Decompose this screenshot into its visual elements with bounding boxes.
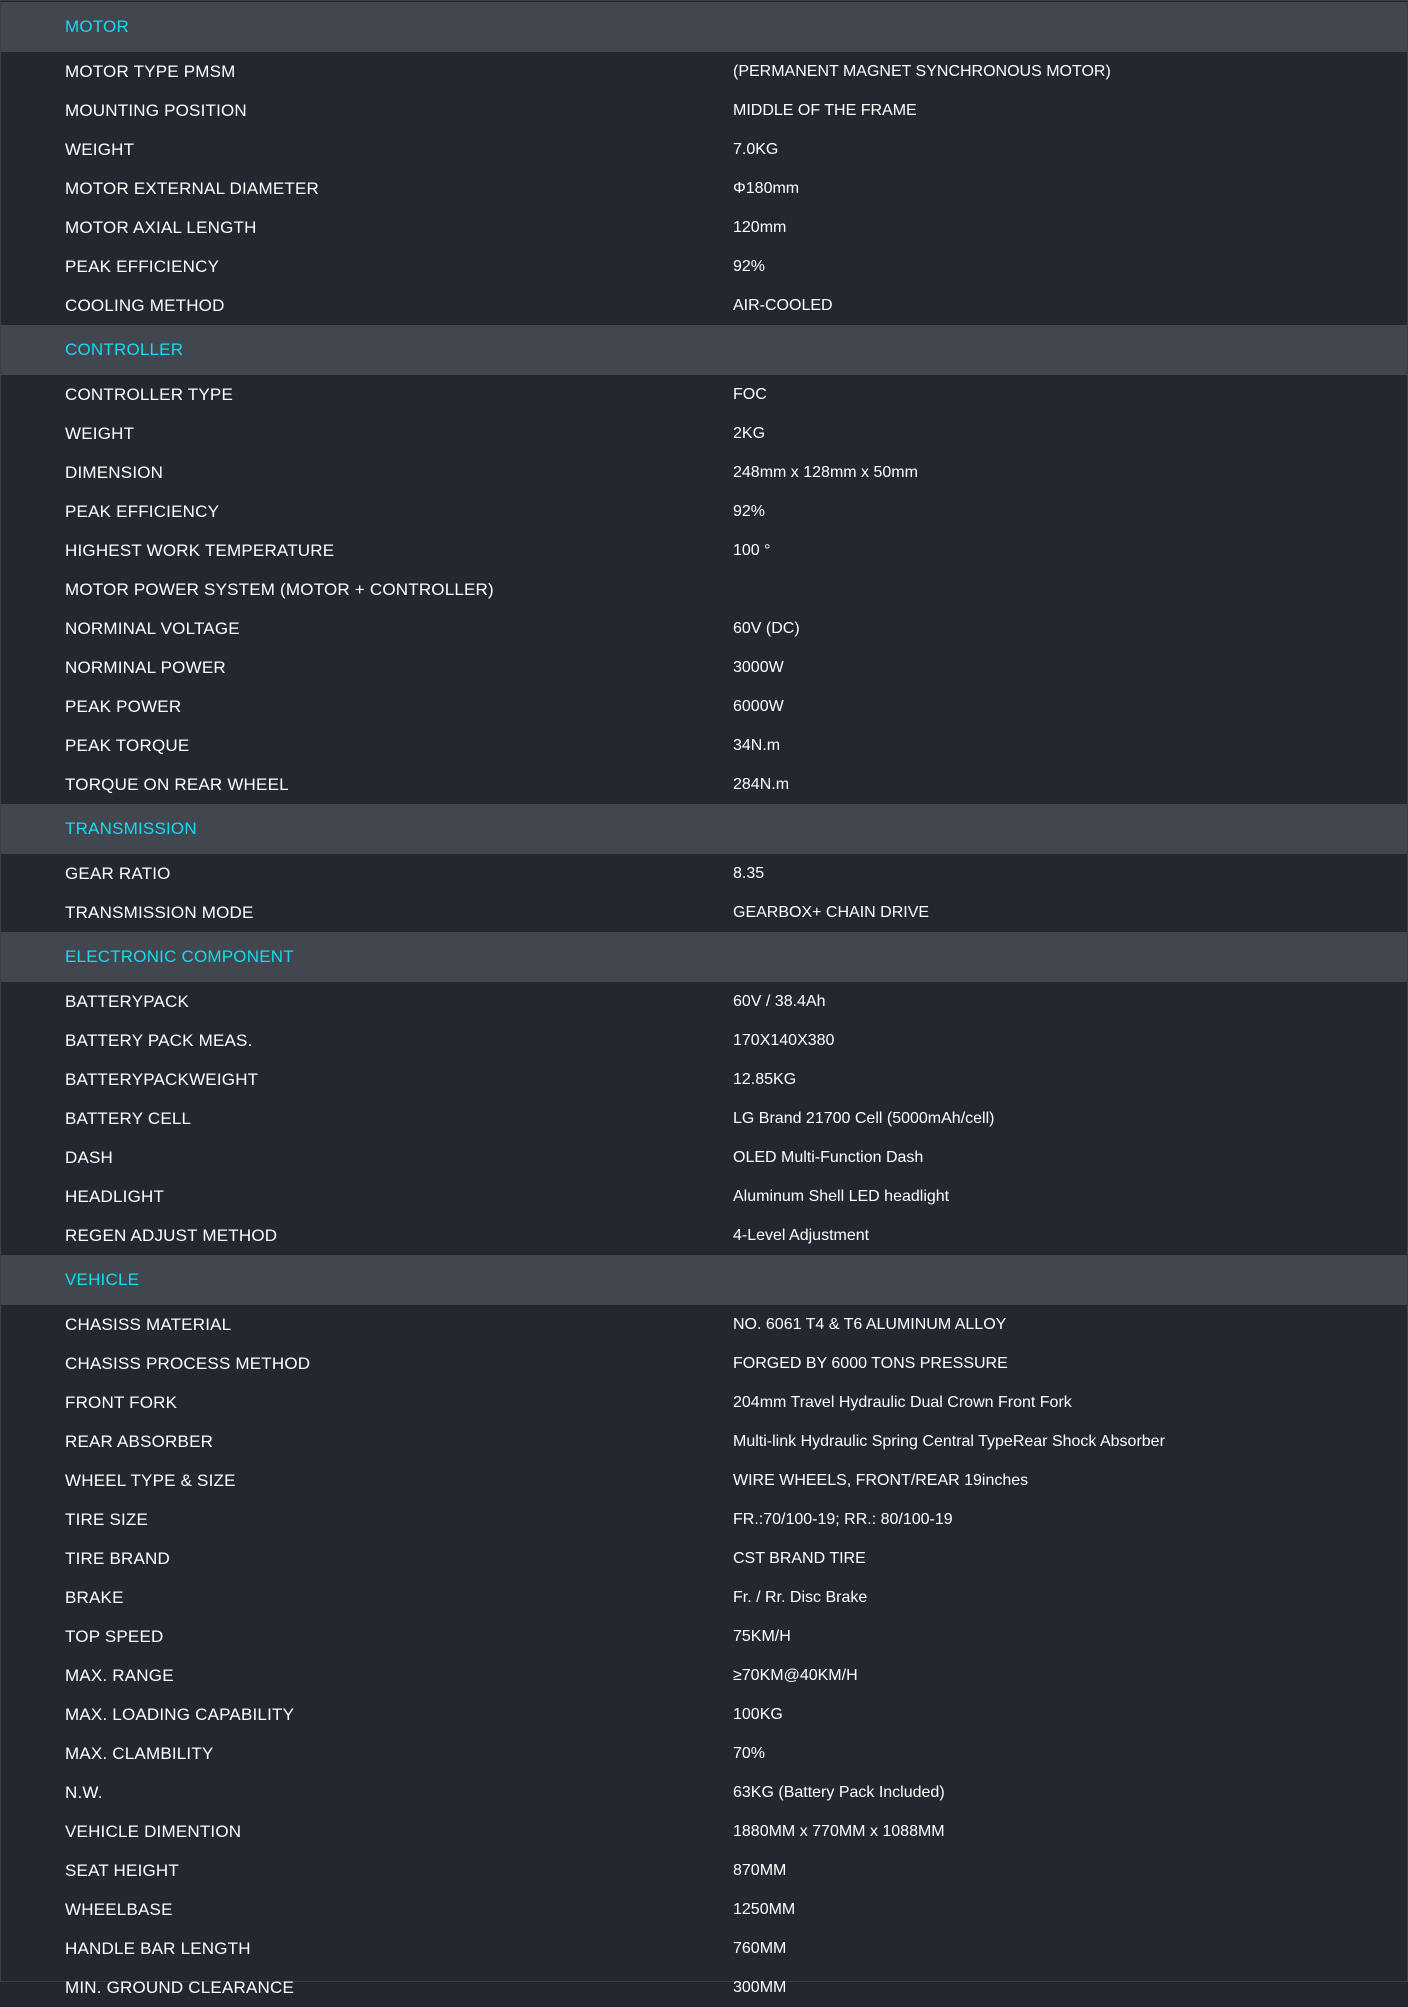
spec-label: BATTERY PACK MEAS. bbox=[65, 1030, 253, 1050]
spec-row bbox=[1, 286, 1407, 325]
spec-row bbox=[1, 1021, 1407, 1060]
spec-row bbox=[1, 1539, 1407, 1578]
spec-label: TOP SPEED bbox=[65, 1626, 164, 1646]
spec-row bbox=[1, 453, 1407, 492]
spec-label: BATTERY CELL bbox=[65, 1108, 192, 1128]
spec-value: GEARBOX+ CHAIN DRIVE bbox=[733, 903, 930, 921]
spec-row bbox=[1, 1890, 1407, 1929]
spec-value: 100KG bbox=[733, 1705, 783, 1723]
spec-label: HEADLIGHT bbox=[65, 1186, 165, 1206]
spec-row bbox=[1, 531, 1407, 570]
spec-label: CHASISS PROCESS METHOD bbox=[65, 1353, 311, 1373]
spec-label: N.W. bbox=[65, 1782, 103, 1802]
spec-value: 1880MM x 770MM x 1088MM bbox=[733, 1822, 945, 1840]
spec-label: MOTOR AXIAL LENGTH bbox=[65, 217, 257, 237]
spec-value: 870MM bbox=[733, 1861, 787, 1879]
spec-row bbox=[1, 893, 1407, 932]
spec-label: BATTERYPACKWEIGHT bbox=[65, 1069, 259, 1089]
spec-row bbox=[1, 1812, 1407, 1851]
spec-label: COOLING METHOD bbox=[65, 295, 225, 315]
spec-label: DIMENSION bbox=[65, 462, 164, 482]
spec-label: WEIGHT bbox=[65, 139, 135, 159]
spec-label: SEAT HEIGHT bbox=[65, 1860, 179, 1880]
spec-row bbox=[1, 1617, 1407, 1656]
spec-value: FOC bbox=[733, 385, 767, 403]
spec-row bbox=[1, 130, 1407, 169]
spec-value: 70% bbox=[733, 1744, 766, 1762]
spec-value: 60V (DC) bbox=[733, 619, 800, 637]
spec-label: VEHICLE DIMENTION bbox=[65, 1821, 242, 1841]
spec-label: FRONT FORK bbox=[65, 1392, 178, 1412]
spec-label: CONTROLLER TYPE bbox=[65, 384, 234, 404]
spec-value: MIDDLE OF THE FRAME bbox=[733, 101, 917, 119]
section-title: TRANSMISSION bbox=[65, 819, 197, 838]
spec-value: LG Brand 21700 Cell (5000mAh/cell) bbox=[733, 1109, 995, 1127]
spec-label: GEAR RATIO bbox=[65, 863, 171, 883]
spec-value: 7.0KG bbox=[733, 140, 779, 158]
spec-row bbox=[1, 1461, 1407, 1500]
section-title: ELECTRONIC COMPONENT bbox=[65, 947, 294, 966]
spec-label: MOTOR EXTERNAL DIAMETER bbox=[65, 178, 319, 198]
spec-row bbox=[1, 208, 1407, 247]
spec-row bbox=[1, 492, 1407, 531]
spec-label: MOTOR TYPE PMSM bbox=[65, 61, 236, 81]
spec-value: 4-Level Adjustment bbox=[733, 1226, 870, 1244]
spec-value: 60V / 38.4Ah bbox=[733, 992, 826, 1010]
spec-row bbox=[1, 1138, 1407, 1177]
spec-row bbox=[1, 1500, 1407, 1539]
spec-value: NO. 6061 T4 & T6 ALUMINUM ALLOY bbox=[733, 1315, 1007, 1333]
section-title: MOTOR bbox=[65, 17, 129, 36]
spec-value: 8.35 bbox=[733, 864, 765, 882]
spec-label: BRAKE bbox=[65, 1587, 124, 1607]
spec-value: Fr. / Rr. Disc Brake bbox=[733, 1588, 868, 1606]
spec-value: (PERMANENT MAGNET SYNCHRONOUS MOTOR) bbox=[733, 62, 1111, 80]
spec-row bbox=[1, 414, 1407, 453]
spec-row bbox=[1, 1929, 1407, 1968]
spec-value: 12.85KG bbox=[733, 1070, 797, 1088]
spec-row bbox=[1, 1578, 1407, 1617]
spec-row bbox=[1, 1968, 1407, 2007]
section-header-vehicle bbox=[1, 1255, 1407, 1305]
spec-row bbox=[1, 854, 1407, 893]
spec-value: WIRE WHEELS, FRONT/REAR 19inches bbox=[733, 1471, 1029, 1489]
spec-label: TIRE BRAND bbox=[65, 1548, 170, 1568]
spec-row bbox=[1, 982, 1407, 1021]
spec-row bbox=[1, 1422, 1407, 1461]
spec-label: MAX. CLAMBILITY bbox=[65, 1743, 214, 1763]
section-header-motor bbox=[1, 2, 1407, 52]
section-header-electronic-component bbox=[1, 932, 1407, 982]
spec-value: Φ180mm bbox=[733, 179, 800, 197]
spec-row bbox=[1, 1383, 1407, 1422]
section-title: VEHICLE bbox=[65, 1270, 140, 1289]
spec-value: 92% bbox=[733, 257, 766, 275]
spec-label: TIRE SIZE bbox=[65, 1509, 149, 1529]
section-header-transmission bbox=[1, 804, 1407, 854]
spec-value: 120mm bbox=[733, 218, 787, 236]
spec-label: WEIGHT bbox=[65, 423, 135, 443]
spec-row bbox=[1, 609, 1407, 648]
spec-value: OLED Multi-Function Dash bbox=[733, 1148, 924, 1166]
section-header-controller bbox=[1, 325, 1407, 375]
spec-row bbox=[1, 687, 1407, 726]
spec-value: 6000W bbox=[733, 697, 784, 715]
spec-value: 3000W bbox=[733, 658, 784, 676]
spec-row bbox=[1, 1099, 1407, 1138]
spec-label: PEAK POWER bbox=[65, 696, 182, 716]
spec-row bbox=[1, 1216, 1407, 1255]
spec-row bbox=[1, 375, 1407, 414]
spec-label: NORMINAL VOLTAGE bbox=[65, 618, 240, 638]
spec-label: CHASISS MATERIAL bbox=[65, 1314, 232, 1334]
spec-label: REAR ABSORBER bbox=[65, 1431, 214, 1451]
spec-label: BATTERYPACK bbox=[65, 991, 190, 1011]
spec-label: WHEELBASE bbox=[65, 1899, 173, 1919]
spec-row bbox=[1, 1060, 1407, 1099]
spec-row bbox=[1, 247, 1407, 286]
spec-label: NORMINAL POWER bbox=[65, 657, 226, 677]
spec-value: 92% bbox=[733, 502, 766, 520]
spec-row bbox=[1, 648, 1407, 687]
spec-label: DASH bbox=[65, 1147, 114, 1167]
spec-row bbox=[1, 1734, 1407, 1773]
spec-value: 284N.m bbox=[733, 775, 790, 793]
spec-label: MAX. LOADING CAPABILITY bbox=[65, 1704, 295, 1724]
spec-value: 63KG (Battery Pack Included) bbox=[733, 1783, 945, 1801]
spec-row bbox=[1, 52, 1407, 91]
spec-row bbox=[1, 169, 1407, 208]
spec-value: 1250MM bbox=[733, 1900, 796, 1918]
spec-value: ≥70KM@40KM/H bbox=[733, 1666, 858, 1684]
spec-value: Aluminum Shell LED headlight bbox=[733, 1187, 950, 1205]
spec-row bbox=[1, 1344, 1407, 1383]
section-title: CONTROLLER bbox=[65, 340, 184, 359]
spec-row bbox=[1, 1177, 1407, 1216]
spec-label: HANDLE BAR LENGTH bbox=[65, 1938, 251, 1958]
spec-value: Multi-link Hydraulic Spring Central TypeRear Shock Absorber bbox=[733, 1432, 1165, 1450]
spec-label: MAX. RANGE bbox=[65, 1665, 174, 1685]
spec-row bbox=[1, 1305, 1407, 1344]
spec-row bbox=[1, 765, 1407, 804]
spec-value: 760MM bbox=[733, 1939, 787, 1957]
spec-value: FR.:70/100-19; RR.: 80/100-19 bbox=[733, 1510, 953, 1528]
spec-value: AIR-COOLED bbox=[733, 296, 833, 314]
spec-row bbox=[1, 91, 1407, 130]
spec-value: 100 ° bbox=[733, 541, 771, 559]
spec-label: MIN. GROUND CLEARANCE bbox=[65, 1977, 295, 1997]
spec-row bbox=[1, 726, 1407, 765]
spec-label: HIGHEST WORK TEMPERATURE bbox=[65, 540, 335, 560]
spec-value: 34N.m bbox=[733, 736, 781, 754]
spec-label: PEAK TORQUE bbox=[65, 735, 190, 755]
spec-label: TRANSMISSION MODE bbox=[65, 902, 254, 922]
spec-row bbox=[1, 1656, 1407, 1695]
spec-label: REGEN ADJUST METHOD bbox=[65, 1225, 278, 1245]
spec-label: MOTOR POWER SYSTEM (MOTOR + CONTROLLER) bbox=[65, 579, 494, 599]
spec-value: 204mm Travel Hydraulic Dual Crown Front Fork bbox=[733, 1393, 1072, 1411]
spec-label: MOUNTING POSITION bbox=[65, 100, 247, 120]
spec-value: CST BRAND TIRE bbox=[733, 1549, 866, 1567]
spec-label: PEAK EFFICIENCY bbox=[65, 501, 220, 521]
spec-label: TORQUE ON REAR WHEEL bbox=[65, 774, 289, 794]
spec-value: 2KG bbox=[733, 424, 766, 442]
spec-label: PEAK EFFICIENCY bbox=[65, 256, 220, 276]
spec-value: 248mm x 128mm x 50mm bbox=[733, 463, 918, 481]
spec-row bbox=[1, 1851, 1407, 1890]
spec-row bbox=[1, 1773, 1407, 1812]
spec-label: WHEEL TYPE & SIZE bbox=[65, 1470, 236, 1490]
spec-value: FORGED BY 6000 TONS PRESSURE bbox=[733, 1354, 1008, 1372]
spec-row bbox=[1, 570, 1407, 609]
spec-value: 75KM/H bbox=[733, 1627, 791, 1645]
spec-value: 170X140X380 bbox=[733, 1031, 835, 1049]
spec-value: 300MM bbox=[733, 1978, 787, 1996]
spec-row bbox=[1, 1695, 1407, 1734]
